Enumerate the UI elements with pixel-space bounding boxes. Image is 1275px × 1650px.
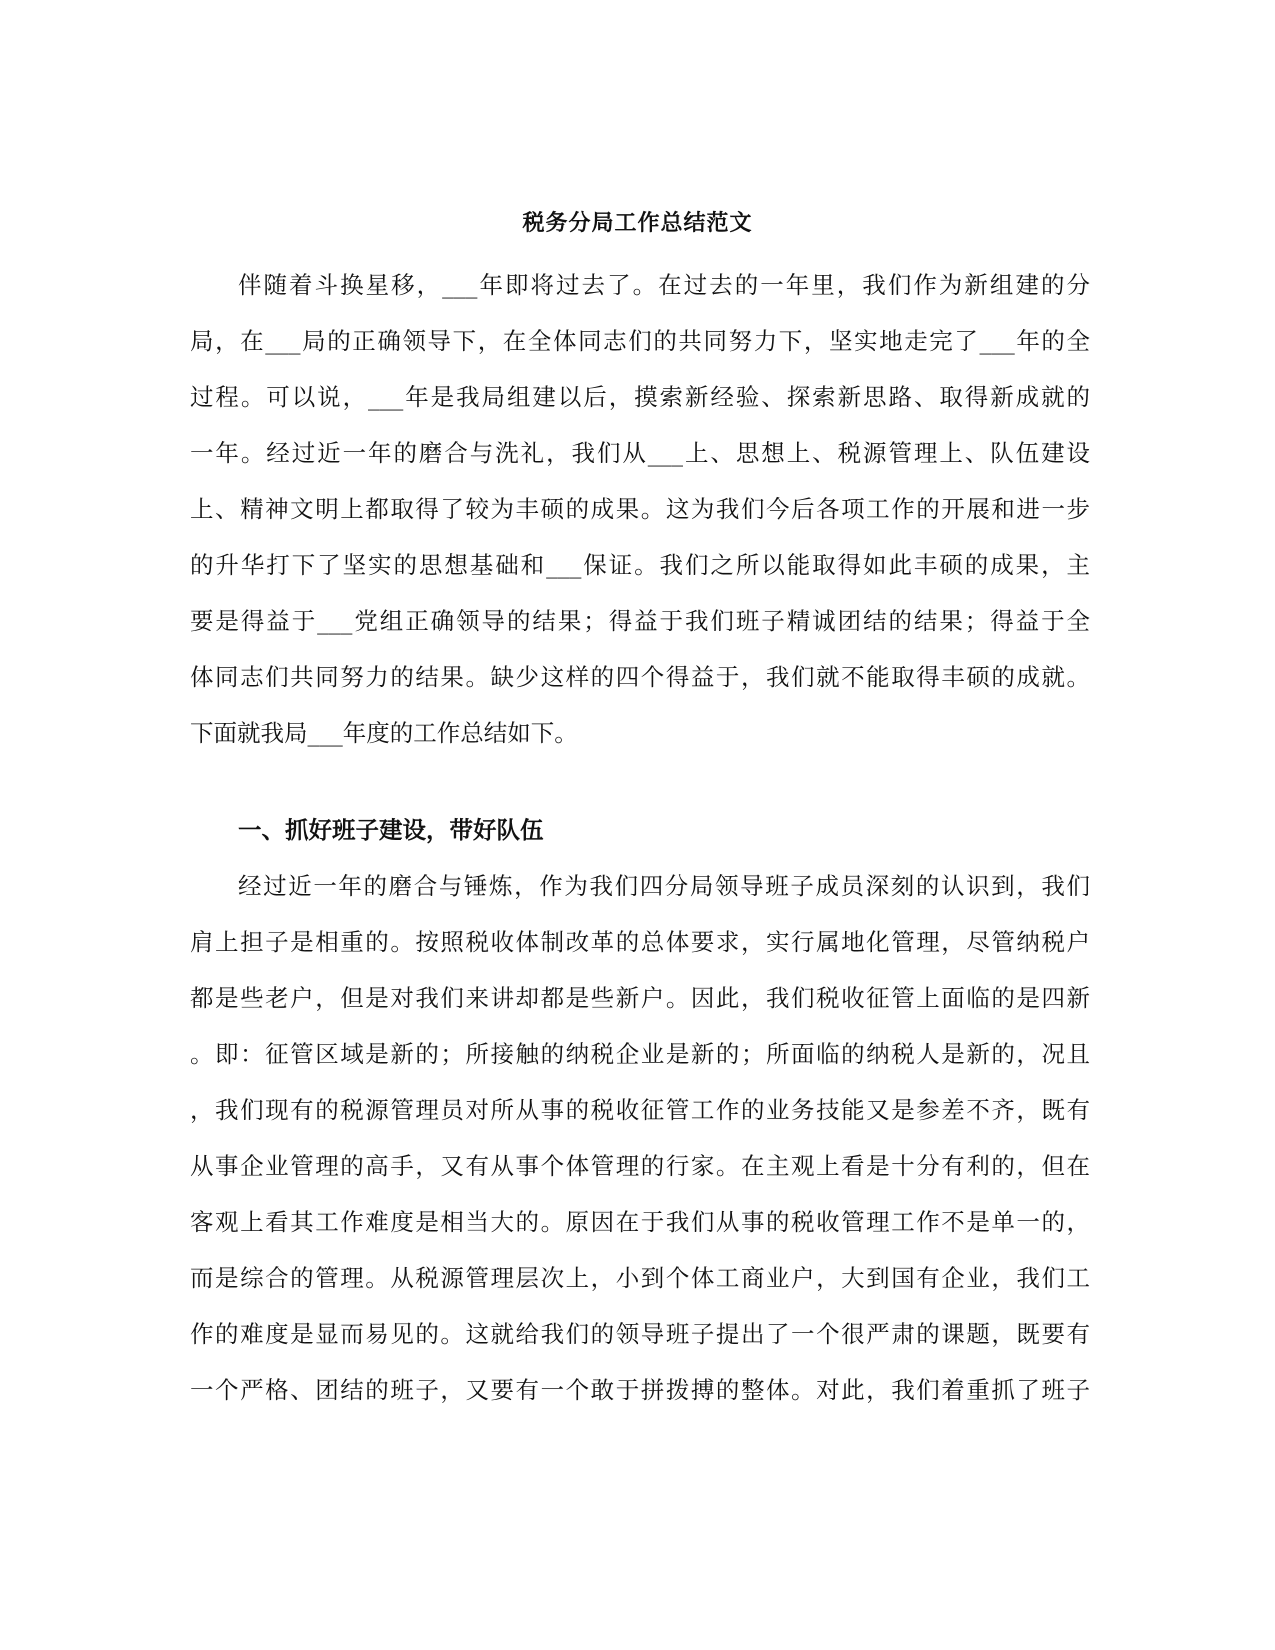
paragraph-2-line-5: ，我们现有的税源管理员对所从事的税收征管工作的业务技能又是参差不齐，既有 (190, 1096, 1090, 1124)
paragraph-2-line-9: 作的难度是显而易见的。这就给我们的领导班子提出了一个很严肃的课题，既要有 (190, 1320, 1090, 1348)
paragraph-1-line-4: 一年。经过近一年的磨合与洗礼，我们从___上、思想上、税源管理上、队伍建设 (190, 439, 1090, 467)
paragraph-2-line-2: 肩上担子是相重的。按照税收体制改革的总体要求，实行属地化管理，尽管纳税户 (190, 928, 1090, 956)
paragraph-2-line-7: 客观上看其工作难度是相当大的。原因在于我们从事的税收管理工作不是单一的， (190, 1208, 1090, 1236)
paragraph-1-line-7: 要是得益于___党组正确领导的结果；得益于我们班子精诚团结的结果；得益于全 (190, 607, 1090, 635)
paragraph-2-line-8: 而是综合的管理。从税源管理层次上，小到个体工商业户，大到国有企业，我们工 (190, 1264, 1090, 1292)
paragraph-1-line-5: 上、精神文明上都取得了较为丰硕的成果。这为我们今后各项工作的开展和进一步 (190, 495, 1090, 523)
paragraph-1-line-9: 下面就我局___年度的工作总结如下。 (190, 719, 578, 747)
document-title: 税务分局工作总结范文 (522, 210, 753, 236)
paragraph-1-line-6: 的升华打下了坚实的思想基础和___保证。我们之所以能取得如此丰硕的成果，主 (190, 551, 1090, 579)
paragraph-2-line-4: 。即：征管区域是新的；所接触的纳税企业是新的；所面临的纳税人是新的，况且 (190, 1040, 1090, 1068)
paragraph-1-line-8: 体同志们共同努力的结果。缺少这样的四个得益于，我们就不能取得丰硕的成就。 (190, 663, 1090, 691)
paragraph-2-line-1: 经过近一年的磨合与锤炼，作为我们四分局领导班子成员深刻的认识到，我们 (238, 872, 1090, 900)
paragraph-2-line-10: 一个严格、团结的班子，又要有一个敢于拼拨搏的整体。对此，我们着重抓了班子 (190, 1376, 1090, 1404)
paragraph-1-line-3: 过程。可以说，___年是我局组建以后，摸索新经验、探索新思路、取得新成就的 (190, 383, 1090, 411)
section-heading-1: 一、抓好班子建设，带好队伍 (238, 816, 544, 844)
paragraph-2-line-6: 从事企业管理的高手，又有从事个体管理的行家。在主观上看是十分有利的，但在 (190, 1152, 1090, 1180)
paragraph-1-line-2: 局，在___局的正确领导下，在全体同志们的共同努力下，坚实地走完了___年的全 (190, 327, 1090, 355)
paragraph-1-line-1: 伴随着斗换星移，___年即将过去了。在过去的一年里，我们作为新组建的分 (238, 271, 1090, 299)
paragraph-2-line-3: 都是些老户，但是对我们来讲却都是些新户。因此，我们税收征管上面临的是四新 (190, 984, 1090, 1012)
